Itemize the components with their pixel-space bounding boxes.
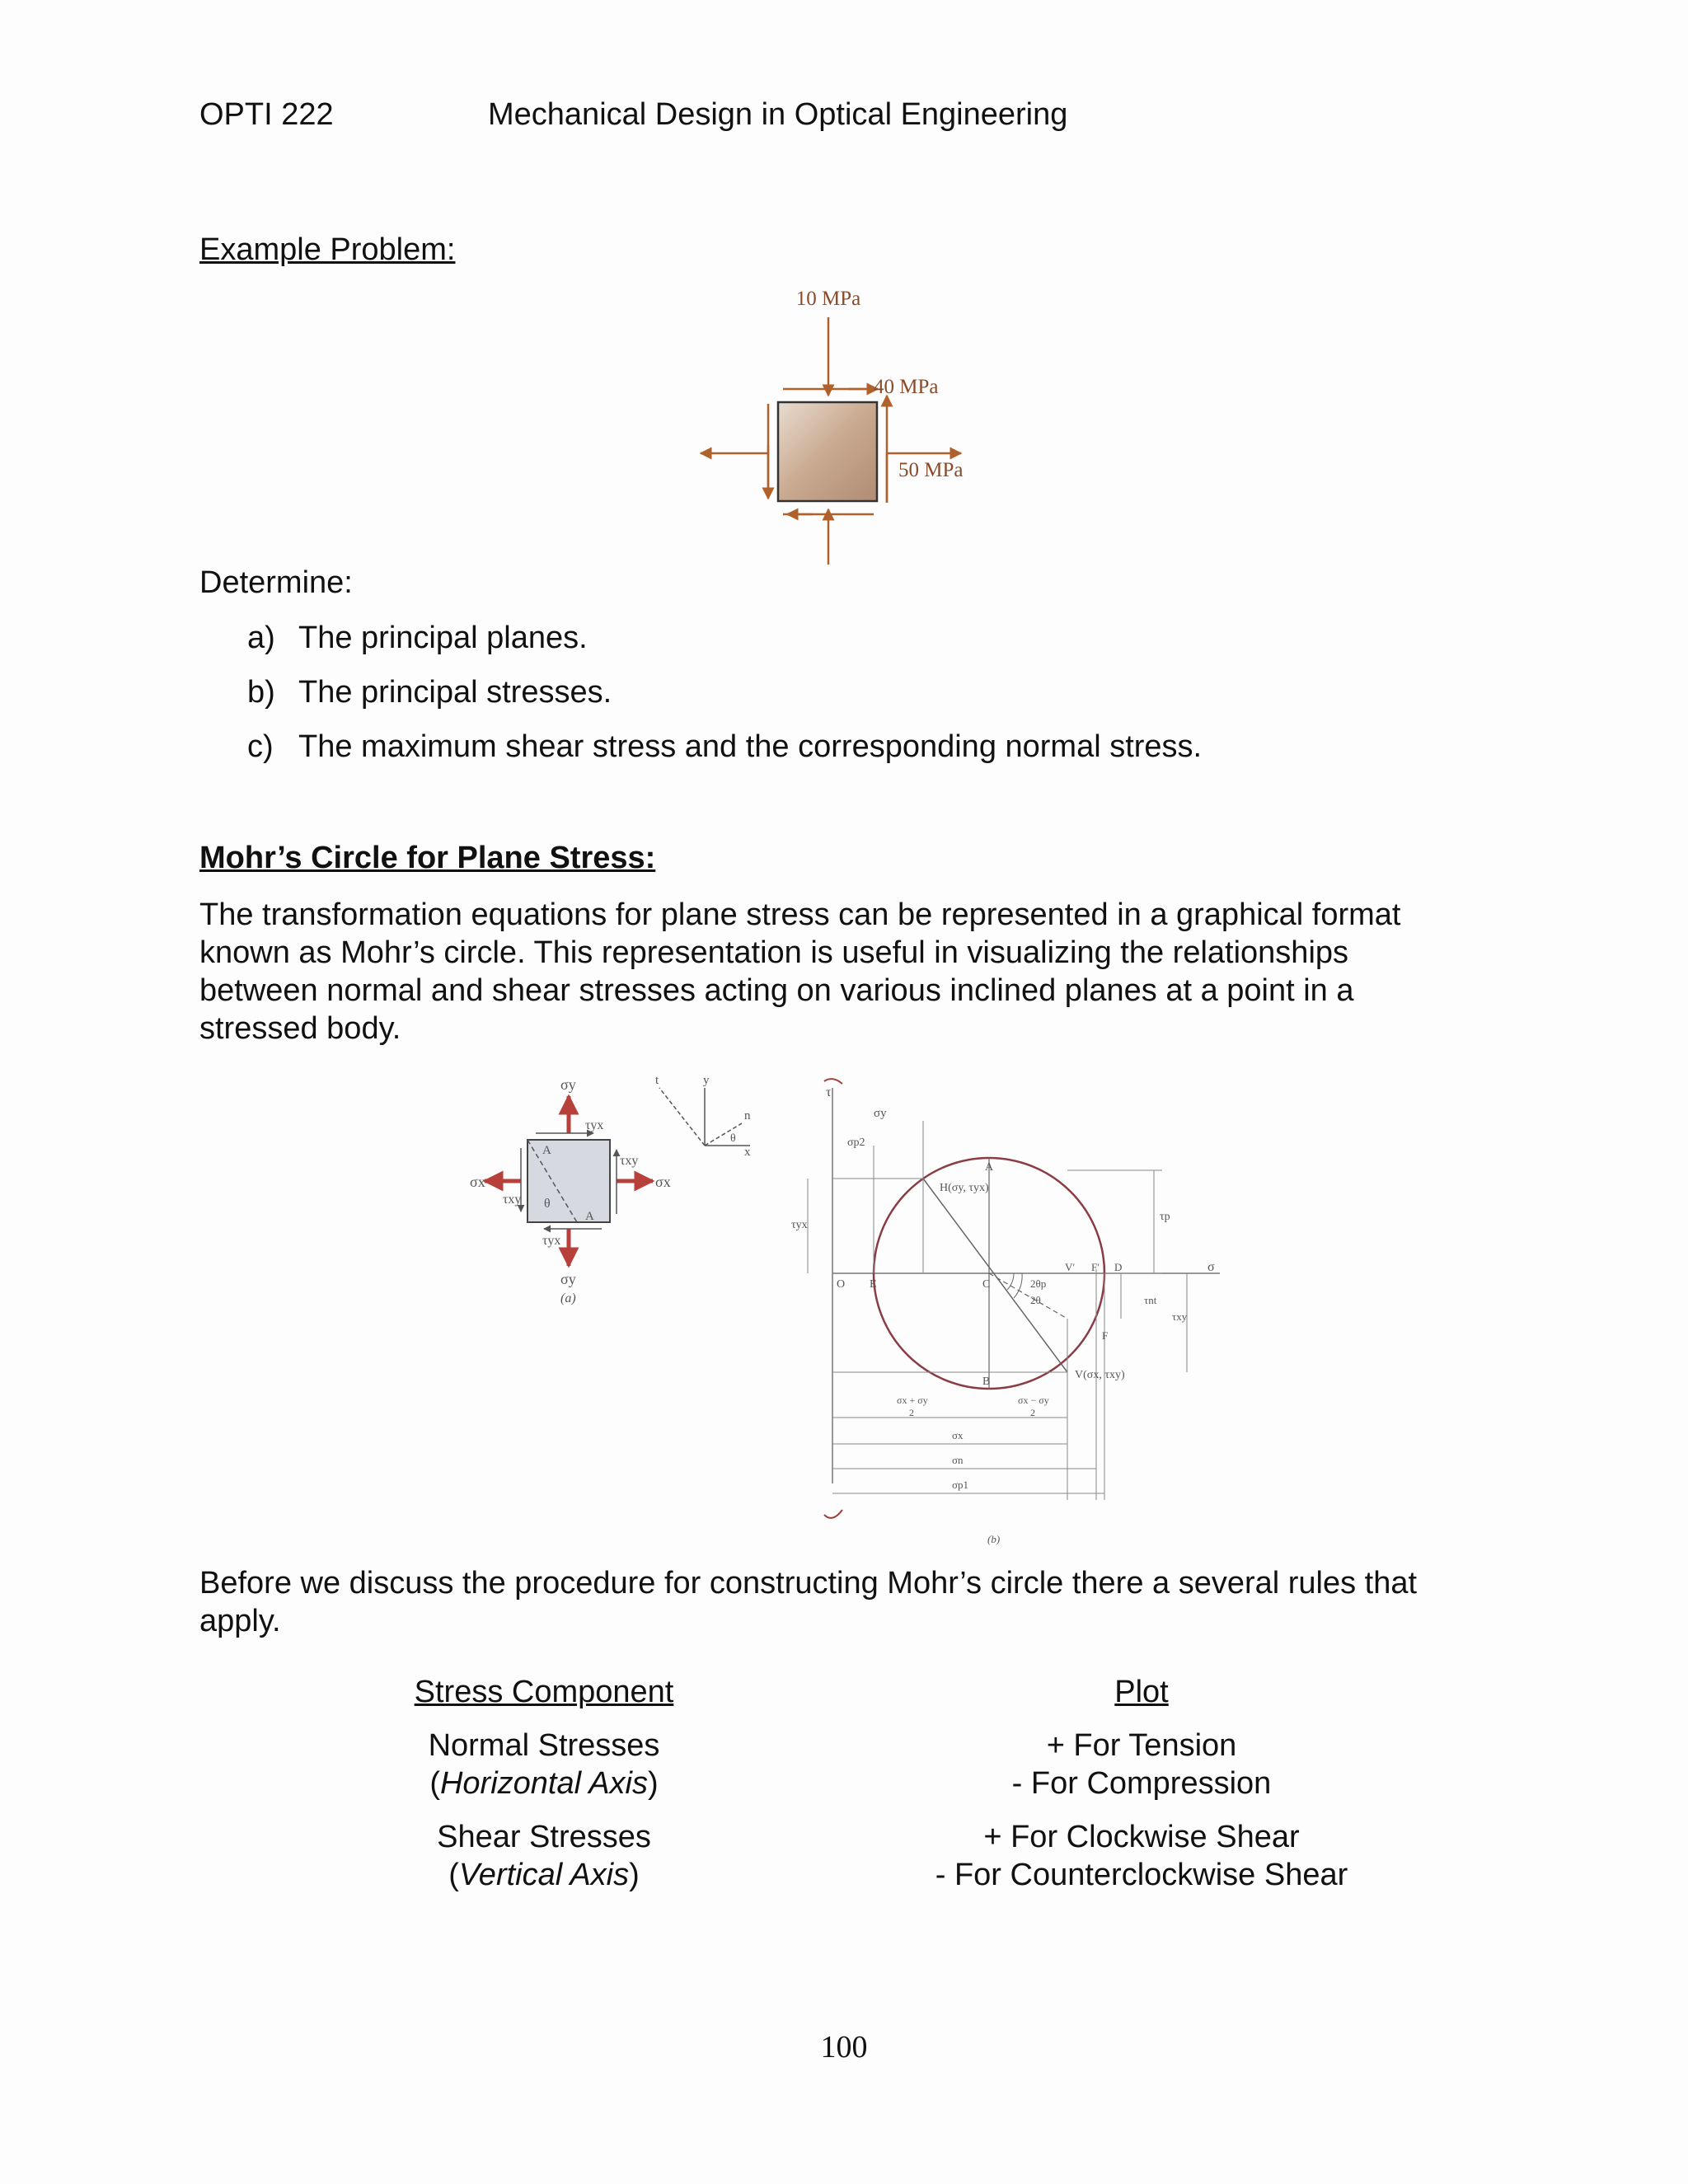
svg-text:σy: σy (874, 1107, 887, 1120)
svg-text:F′: F′ (1091, 1261, 1100, 1273)
svg-text:σx: σx (655, 1174, 671, 1190)
table-row-shear-plot: + For Clockwise Shear - For Counterclockwise Shear (935, 1820, 1348, 1892)
svg-text:τyx: τyx (585, 1118, 604, 1132)
list-item: c) The maximum shear stress and the corresponding normal stress. (247, 729, 1203, 764)
svg-text:τp: τp (1160, 1211, 1170, 1223)
svg-text:σx: σx (952, 1429, 964, 1441)
col-header-plot: Plot (1114, 1675, 1169, 1709)
element-figure-a (470, 1071, 767, 1319)
svg-text:σ: σ (1207, 1260, 1215, 1274)
svg-text:O: O (837, 1278, 846, 1291)
svg-text:D: D (1114, 1261, 1123, 1273)
mohr-paragraph: The transformation equations for plane stress can be represented in a graphical format known as Mohr’s circle. This representation is useful in visualizing the relationships between normal and shear stresses acting on various inclined planes at a point in a stressed body. (199, 898, 1401, 1046)
label-50mpa: 50 MPa (898, 459, 964, 481)
svg-text:σx + σy: σx + σy (897, 1394, 928, 1406)
svg-text:2: 2 (909, 1407, 914, 1418)
svg-text:θ: θ (730, 1132, 736, 1145)
table-row-normal-component: Normal Stresses (Horizontal Axis) (428, 1728, 660, 1801)
svg-text:τnt: τnt (1144, 1294, 1157, 1306)
stress-square (778, 402, 877, 501)
label-40mpa: 40 MPa (874, 376, 939, 398)
mohr-circle-figure (791, 1071, 1236, 1558)
course-code: OPTI 222 (199, 97, 334, 132)
svg-text:A: A (985, 1161, 994, 1174)
svg-text:F: F (1102, 1329, 1109, 1342)
rules-intro: Before we discuss the procedure for constructing Mohr’s circle there a several rules that apply. (199, 1566, 1418, 1638)
svg-text:σn: σn (952, 1454, 964, 1466)
table-row-shear-component: Shear Stresses (Vertical Axis) (437, 1820, 651, 1892)
svg-text:τ: τ (826, 1085, 832, 1099)
svg-text:τxy: τxy (1172, 1310, 1188, 1323)
col-header-stress-component: Stress Component (414, 1675, 674, 1709)
label-10mpa: 10 MPa (795, 288, 861, 310)
svg-text:σp2: σp2 (847, 1137, 865, 1149)
svg-text:2: 2 (1030, 1407, 1035, 1418)
svg-text:θ: θ (544, 1197, 551, 1211)
example-heading: Example Problem: (199, 232, 456, 267)
determine-label: Determine: (199, 565, 353, 600)
svg-text:σx − σy: σx − σy (1018, 1394, 1049, 1406)
svg-text:2θp: 2θp (1030, 1277, 1047, 1290)
svg-text:y: y (703, 1074, 710, 1087)
svg-text:τxy: τxy (503, 1193, 522, 1207)
svg-text:t: t (655, 1074, 659, 1087)
svg-text:A: A (542, 1144, 551, 1157)
course-title: Mechanical Design in Optical Engineering (488, 97, 1068, 132)
svg-text:σp1: σp1 (952, 1479, 969, 1491)
svg-text:2θ: 2θ (1030, 1294, 1041, 1306)
svg-text:τxy: τxy (620, 1154, 639, 1168)
svg-text:C: C (982, 1278, 991, 1291)
subfigure-a-label: (a) (560, 1291, 576, 1305)
stress-element-figure (676, 280, 1006, 569)
table-row-normal-plot: + For Tension - For Compression (1011, 1728, 1272, 1801)
svg-text:E: E (870, 1278, 877, 1291)
svg-text:σy: σy (560, 1076, 576, 1093)
svg-text:τyx: τyx (791, 1219, 808, 1231)
mohr-heading: Mohr’s Circle for Plane Stress: (199, 841, 656, 875)
svg-text:τyx: τyx (542, 1234, 561, 1248)
svg-text:V′: V′ (1065, 1261, 1076, 1273)
svg-text:A: A (585, 1210, 594, 1223)
list-item: b) The principal stresses. (247, 675, 612, 710)
svg-text:σx: σx (470, 1174, 485, 1190)
svg-text:V(σx, τxy): V(σx, τxy) (1075, 1369, 1125, 1381)
subfigure-b-label: (b) (987, 1533, 1001, 1545)
svg-text:n: n (744, 1109, 751, 1122)
svg-text:H(σy, τyx): H(σy, τyx) (940, 1182, 989, 1194)
page-number: 100 (820, 2030, 868, 2064)
svg-text:σy: σy (560, 1271, 576, 1287)
svg-text:B: B (982, 1376, 991, 1388)
list-item: a) The principal planes. (247, 621, 588, 655)
svg-text:x: x (744, 1146, 751, 1159)
